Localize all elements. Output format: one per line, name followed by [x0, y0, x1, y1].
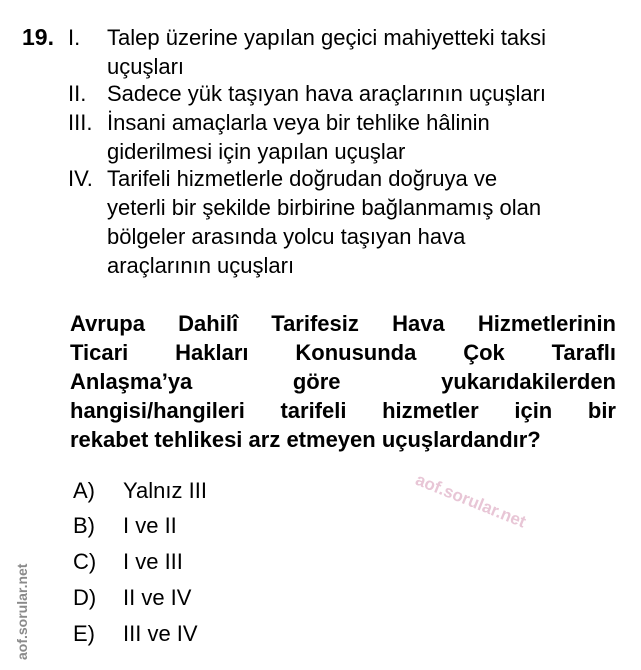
statement-line: bölgeler arasında yolcu taşıyan hava: [107, 224, 466, 249]
statement-numeral: III.: [68, 110, 93, 135]
statement-line: yeterli bir şekilde birbirine bağlanmamış olan: [107, 195, 542, 220]
statement-numeral: IV.: [68, 166, 93, 191]
statement-numeral: II.: [68, 81, 87, 106]
option-text: I ve II: [123, 513, 177, 538]
option-letter: D): [73, 585, 97, 610]
option-letter: C): [73, 549, 97, 574]
option-text: II ve IV: [123, 585, 192, 610]
watermark-side: aof.sorular.net: [14, 563, 30, 660]
stem-line: hangisi/hangileri tarifeli hizmetler için bir: [70, 398, 616, 423]
option-letter: A): [73, 478, 95, 503]
statement-line: Talep üzerine yapılan geçici mahiyetteki taksi: [107, 25, 547, 50]
stem-line: Avrupa Dahilî Tarifesiz Hava Hizmetlerinin: [70, 311, 616, 336]
question-number: 19.: [22, 24, 54, 50]
watermark-diagonal: aof.sorular.net: [412, 470, 529, 532]
option-text: I ve III: [123, 549, 183, 574]
statement-line: İnsani amaçlarla veya bir tehlike hâlinin: [107, 110, 490, 135]
question-stem: [70, 309, 616, 454]
statement-line: araçlarının uçuşları: [107, 253, 295, 278]
statement-line: Sadece yük taşıyan hava araçlarının uçuşları: [107, 81, 547, 106]
statement-line: giderilmesi için yapılan uçuşlar: [107, 139, 406, 164]
option-letter: B): [73, 513, 95, 538]
statement-numeral: I.: [68, 25, 81, 50]
stem-line: Anlaşma’ya göre yukarıdakilerden: [70, 369, 616, 394]
statement-line: uçuşları: [107, 54, 185, 79]
option-letter: E): [73, 621, 95, 646]
statement-line: Tarifeli hizmetlerle doğrudan doğruya ve: [107, 166, 498, 191]
option-text: Yalnız III: [123, 478, 207, 503]
option-text: III ve IV: [123, 621, 198, 646]
stem-line: Ticari Hakları Konusunda Çok Taraflı: [70, 340, 616, 365]
stem-line: rekabet tehlikesi arz etmeyen uçuşlardandır?: [70, 427, 541, 452]
